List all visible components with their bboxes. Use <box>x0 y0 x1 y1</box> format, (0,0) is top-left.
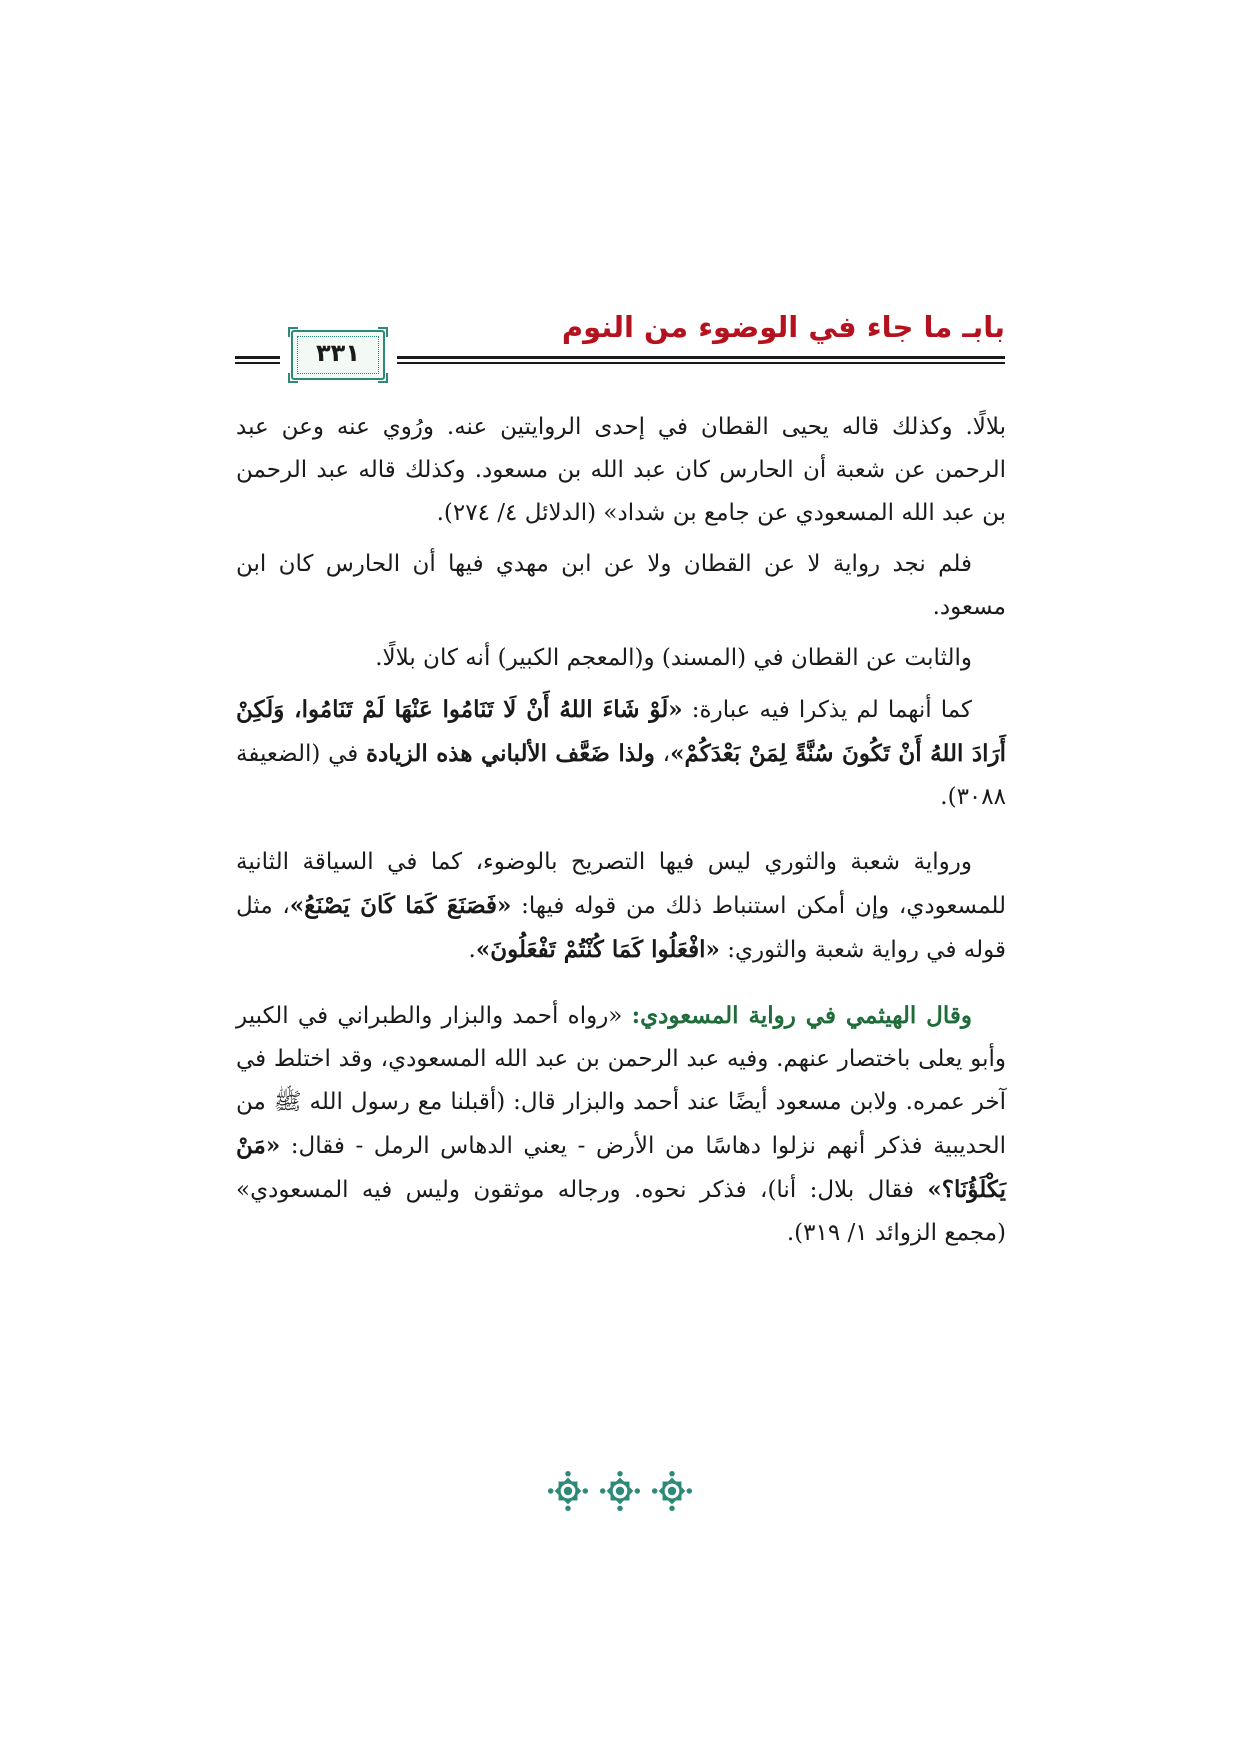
text-span: ، مثل قوله في رواية شعبة والثوري: <box>236 893 1006 963</box>
text-span: كما أنهما لم يذكرا فيه عبارة: <box>682 697 973 723</box>
flower-ornament-icon <box>651 1470 693 1512</box>
text-span: «رواه أحمد والبزار والطبراني في الكبير وأبو يعلى باختصار عنهم. وفيه عبد الرحمن بن عبد الله المسعودي، وقد اختلط في آخر عمره. ولابن مسعود أيضًا عند أحمد والبزار قال: (أقبلنا مع رسول الله ﷺ من الحديبية فذكر أنهم نزلوا دهاسًا من الأرض - يعني الدهاس الرمل - فقال: <box>236 1003 1006 1159</box>
header-rule-right-thin <box>397 362 1005 364</box>
chapter-title: بابـ ما جاء في الوضوء من النوم <box>561 310 1005 344</box>
page-number: ٣٣١ <box>316 339 360 367</box>
header-rule-left-thin <box>235 362 280 364</box>
hadith-quote: «فَصَنَعَ كَمَا كَانَ يَصْنَعُ» <box>289 892 512 919</box>
flower-ornament-icon <box>547 1470 589 1512</box>
paragraph-6 <box>236 994 1006 1255</box>
page-body <box>236 406 1006 1263</box>
text-span: فقال بلال: أنا)، فذكر نحوه. ورجاله موثقون وليس فيه المسعودي» (مجمع الزوائد ١/ ٣١٩). <box>236 1177 1006 1246</box>
frame-corner <box>378 373 388 383</box>
page-number-frame <box>291 330 385 380</box>
bold-note: ولذا ضَعَّف الألباني هذه الزيادة <box>366 740 655 767</box>
text-span: ورواية شعبة والثوري ليس فيها التصريح بالوضوء، كما في السياقة الثانية للمسعودي، وإن أمكن استنباط ذلك من قوله فيها: <box>236 849 1006 919</box>
page-header <box>235 300 1005 386</box>
hadith-quote: «مَنْ يَكْلَؤُنَا؟» <box>236 1132 1006 1203</box>
flower-ornament-icon <box>599 1470 641 1512</box>
text-span: ، <box>654 741 671 767</box>
frame-corner <box>288 327 298 337</box>
header-rule-right <box>397 356 1005 359</box>
text-span: . <box>468 937 476 963</box>
text-span: في (الضعيفة ٣٠٨٨). <box>236 741 1006 810</box>
frame-corner <box>378 327 388 337</box>
section-end-ornaments <box>520 1470 720 1516</box>
header-rule-left <box>235 356 280 359</box>
paragraph-3: والثابت عن القطان في (المسند) و(المعجم الكبير) أنه كان بلالًا. <box>375 645 972 671</box>
section-lead: وقال الهيثمي في رواية المسعودي: <box>631 1002 972 1029</box>
paragraph-4 <box>236 688 1006 819</box>
paragraph-1: بلالًا. وكذلك قاله يحيى القطان في إحدى الروايتين عنه. ورُوي عنه وعن عبد الرحمن عن شعبة أن الحارس كان عبد الله بن مسعود. وكذلك قاله عبد الرحمن بن عبد الله المسعودي عن جامع بن شداد» (الدلائل ٤/ ٢٧٤). <box>236 414 1006 526</box>
paragraph-2: فلم نجد رواية لا عن القطان ولا عن ابن مهدي فيها أن الحارس كان ابن مسعود. <box>236 551 1006 620</box>
paragraph-5 <box>236 841 1006 972</box>
frame-corner <box>288 373 298 383</box>
hadith-quote: «افْعَلُوا كَمَا كُنْتُمْ تَفْعَلُونَ» <box>475 936 720 963</box>
hadith-quote: «لَوْ شَاءَ اللهُ أَنْ لَا تَنَامُوا عَنْهَا لَمْ تَنَامُوا، وَلَكِنْ أَرَادَ اللهُ أَنْ تَكُونَ سُنَّةً لِمَنْ بَعْدَكُمْ» <box>236 696 1006 767</box>
